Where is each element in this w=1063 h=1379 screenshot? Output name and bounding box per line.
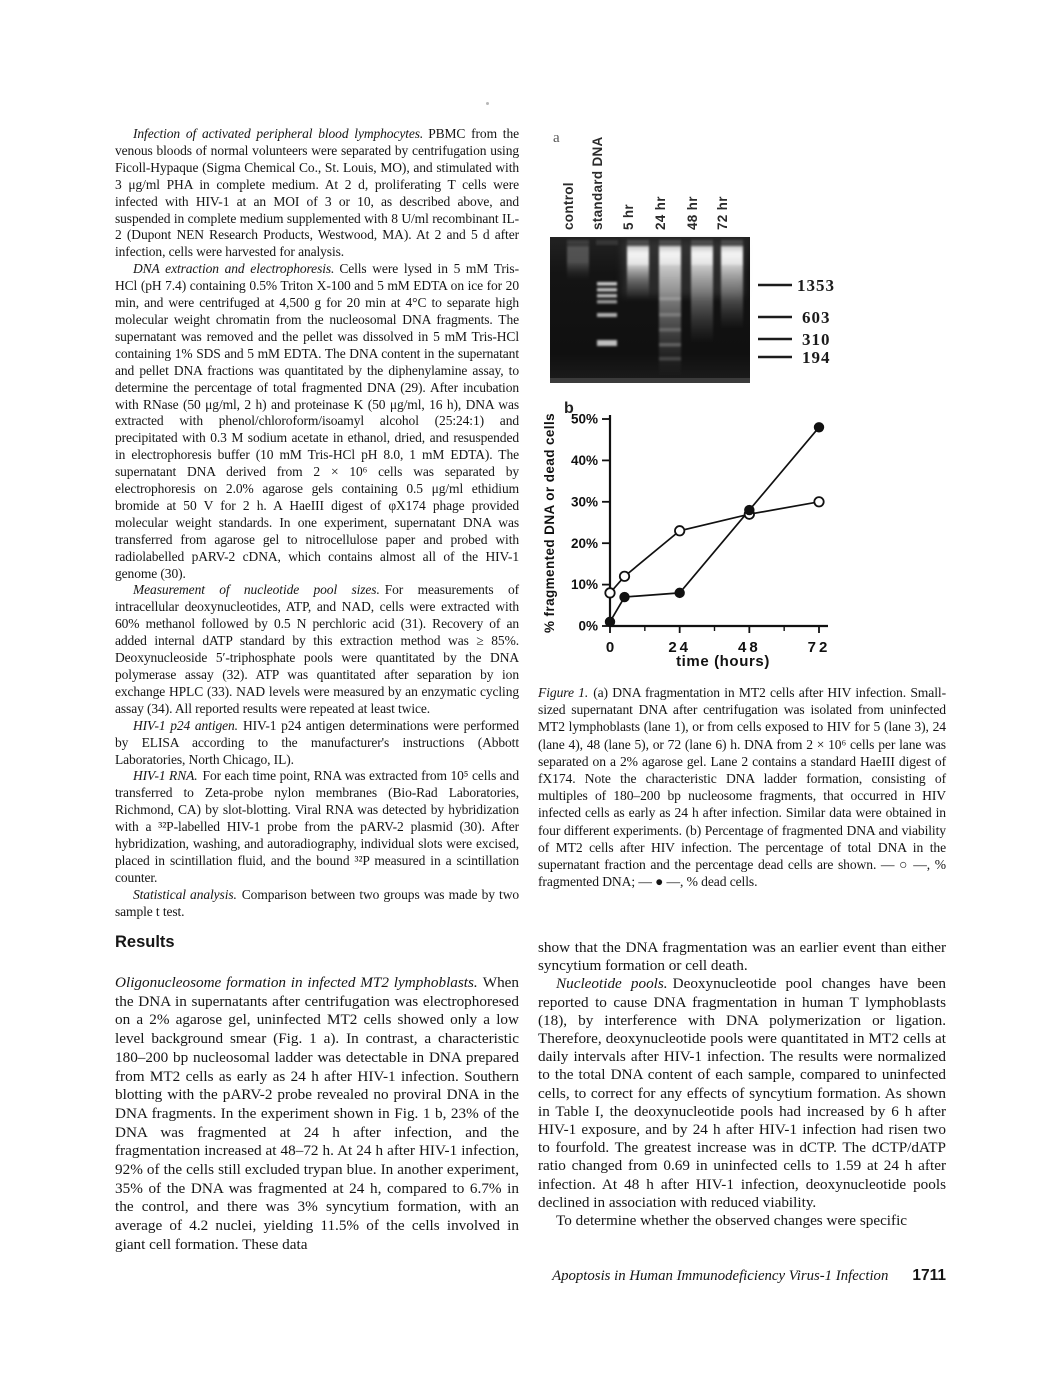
right-column-text bbox=[538, 939, 946, 1230]
paragraph-text: Comparison between two groups was made by two sample t test. bbox=[115, 886, 519, 919]
data-point-dead-cells bbox=[675, 588, 684, 597]
paragraph-text: To determine whether the observed changes were specific bbox=[556, 1212, 908, 1230]
panel-a-label: a bbox=[553, 130, 560, 146]
y-tick-label: 40% bbox=[570, 453, 598, 468]
body-paragraph bbox=[538, 1212, 946, 1230]
data-point-fragmented-dna bbox=[814, 497, 823, 506]
gel-lane-72hr-bands bbox=[721, 246, 743, 329]
page-footer bbox=[538, 1267, 946, 1285]
paragraph-text: Deoxynucleotide pool changes have been reported to cause DNA fragmentation in human T lymphoblasts (18), by interference with DNA polymerization or ligation. Therefore, deoxynucleotide pools were quantitated in MT2 cells at daily intervals after HIV-1 infection. The results were normalized to the total DNA content of each sample, compared to uninfected cells, to correct for any effects of syncytium formation. As shown in Table I, the deoxynucleotide pools had increased by 6 h after HIV-1 exposure, and by 24 h after HIV-1 infection had risen two to fourfold. The greatest increase was in dCTP. The dCTP/dATP ratio changed from 0.69 in uninfected cells to 1.59 at 24 h after infection. At 48 h after HIV-1 infection, deoxynucleotide pools declined in association with reduced viability. bbox=[538, 975, 946, 1211]
running-title: Apoptosis in Human Immunodeficiency Virus-1 Infection bbox=[552, 1268, 889, 1284]
methods-paragraph bbox=[115, 768, 519, 886]
gel-lane-label-control: control bbox=[561, 182, 576, 230]
left-column-results bbox=[115, 974, 519, 1255]
paragraph-lead: Oligonucleosome formation in infected MT2 lymphoblasts. bbox=[115, 974, 478, 991]
body-paragraph bbox=[538, 939, 946, 975]
figure-caption-text: (a) DNA fragmentation in MT2 cells after HIV infection. Small-sized supernatant DNA after centrifugation was isolated from uninfected MT2 lymphoblasts (lane 1), or from cells exposed to HIV for 5 (lane 3), 24 (lane 4), 48 (lane 5), or 72 (lane 6) h. DNA from 2 × 10⁶ cells per lane was separated on a 2% agarose gel. Lane 2 contains a standard HaeIII digest of fX174. Note the characteristic DNA ladder formation, consisting of multiples of 180–200 bp nucleosome fragments, that occurred in HIV infected cells as early as 24 h after infection. Similar data were obtained in four different experiments. (b) Percentage of fragmented DNA and viability of MT2 cells after HIV infection. The percentage of total DNA in the supernatant fraction and the percentage dead cells are shown. — ○ —, % fragmented DNA; — ● —, % dead cells. bbox=[538, 685, 946, 890]
paragraph-text: HIV-1 p24 antigen determinations were performed by ELISA according to the manufacturer's instructions (Abbott Laboratories, North Chicago, IL). bbox=[115, 717, 520, 767]
gel-lane-control-bands bbox=[567, 246, 589, 280]
data-point-dead-cells bbox=[745, 505, 754, 514]
figure-caption bbox=[538, 684, 946, 890]
results-paragraph bbox=[115, 974, 519, 1255]
gel-lane-label-48hr: 48 hr bbox=[685, 196, 700, 230]
paragraph-lead: Measurement of nucleotide pool sizes. bbox=[133, 582, 380, 598]
body-paragraph bbox=[538, 975, 946, 1212]
data-point-dead-cells bbox=[620, 592, 629, 601]
paragraph-lead: Nucleotide pools. bbox=[556, 975, 668, 993]
data-point-fragmented-dna bbox=[620, 572, 629, 581]
panel-b-label: b bbox=[564, 400, 574, 417]
left-column-methods bbox=[115, 126, 519, 921]
gel-photo bbox=[550, 237, 750, 383]
page-number: 1711 bbox=[912, 1267, 946, 1284]
data-point-fragmented-dna bbox=[605, 588, 614, 597]
y-tick-label: 10% bbox=[570, 577, 598, 593]
methods-paragraph bbox=[115, 126, 519, 261]
methods-paragraph bbox=[115, 261, 519, 582]
series-line-fragmented-dna bbox=[610, 502, 819, 593]
paragraph-text: For measurements of intracellular deoxynucleotides, ATP, and NAD, cells were extracted with 60% methanol followed by 0.5 N perchloric acid (31). Recovery of an added internal dATP standard by this extraction method was ≥ 85%. Deoxynucleoside 5′-triphosphate pools were quantitated by the DNA polymerase assay (32). ATP was quantitated after separation by ion exchange HPLC (33). NAD levels were measured by an enzymatic cycling assay (34). All reported results were repeated at least twice. bbox=[115, 582, 519, 716]
figure-1a-gel-panel bbox=[540, 120, 960, 392]
figure-1b-line-chart bbox=[540, 393, 880, 689]
gel-lane-label-24hr: 24 hr bbox=[653, 196, 668, 230]
paragraph-lead: Statistical analysis. bbox=[133, 886, 237, 902]
data-point-fragmented-dna bbox=[675, 526, 684, 535]
scan-speck bbox=[486, 102, 489, 105]
marker-label-603: 603 bbox=[802, 308, 831, 327]
y-tick-label: 20% bbox=[570, 535, 598, 551]
x-tick-label: 72 bbox=[807, 639, 831, 656]
methods-paragraph bbox=[115, 887, 519, 921]
gel-lane-24hr-bands bbox=[659, 246, 681, 377]
x-tick-label: 48 bbox=[737, 639, 761, 656]
x-axis-title: time (hours) bbox=[676, 653, 770, 670]
y-tick-label: 0% bbox=[578, 618, 598, 634]
x-tick-label: 0 bbox=[605, 639, 615, 656]
results-heading: Results bbox=[115, 933, 175, 951]
data-point-dead-cells bbox=[814, 423, 823, 432]
marker-label-1353: 1353 bbox=[797, 276, 835, 295]
y-axis-title: % fragmented DNA or dead cells bbox=[542, 412, 557, 634]
marker-label-310: 310 bbox=[802, 330, 831, 349]
gel-lane-label-72hr: 72 hr bbox=[715, 196, 730, 230]
methods-paragraph bbox=[115, 582, 519, 717]
x-tick-label: 24 bbox=[668, 639, 692, 656]
paragraph-text: show that the DNA fragmentation was an earlier event than either syncytium formation or cell death. bbox=[538, 939, 946, 975]
y-tick-label: 30% bbox=[570, 494, 598, 510]
paragraph-lead: HIV-1 p24 antigen. bbox=[133, 717, 238, 733]
data-point-dead-cells bbox=[605, 617, 614, 626]
paragraph-lead: HIV-1 RNA. bbox=[133, 768, 198, 784]
gel-lane-48hr-bands bbox=[691, 246, 713, 343]
paragraph-text: Cells were lysed in 5 mM Tris-HCl (pH 7.4) containing 0.5% Triton X-100 and 5 mM EDTA on ice for 20 min, and were centrifuged at 4,500 g for 20 min at 4°C to separate high molecular weight chromatin from the nucleosomal DNA fragments. The supernatant was removed and the pellet was dissolved in 5 mM Tris-HCl containing 1% SDS and 5 mM EDTA. The DNA content in the supernatant and pellet DNA fractions was quantitated by the diphenylamine assay, to determine the percentage of total fragmented DNA (29). After incubation with RNase (50 μg/ml, 2 h) and proteinase K (50 μg/ml, 16 h), DNA was extracted with phenol/chloroform/isoamyl alcohol (25:24:1) and precipitated with 0.3 M sodium acetate in ethanol, dried, and resuspended in electrophoresis buffer (10 mM Tris-HCl pH 8.0, 1 mM EDTA). The supernatant DNA derived from 2 × 10⁶ cells was separated by electrophoresis on 2.0% agarose gels containing 0.5 μg/ml ethidium bromide at 50 V for 2 h. A HaeIII digest of φX174 phage provided molecular weight standards. In one experiment, supernatant DNA was transferred from agarose gel to nitrocellulose paper and probed with radiolabelled pARV-2 cDNA, which contains almost all of the HIV-1 genome (30). bbox=[115, 261, 519, 581]
paragraph-text: For each time point, RNA was extracted from 10⁵ cells and transferred to Zeta-probe nylon membranes (Bio-Rad Laboratories, Richmond, CA) by slot-blotting. Viral RNA was detected by hybridization with a ³²P-labelled HIV-1 probe from the pARV-2 plasmid (30). After hybridization, washing, and autoradiography, individual slots were excised, placed in scintillation fluid, and the bound ³²P measured in a scintillation counter. bbox=[115, 768, 519, 885]
series-line-dead-cells bbox=[610, 427, 819, 622]
paragraph-text: When the DNA in supernatants after centrifugation was electrophoresed on a 2% agarose gel, uninfected MT2 cells showed only a low level background smear (Fig. 1 a). In contrast, a characteristic 180–200 bp nucleosomal ladder was detectable in DNA prepared from MT2 cells as early as 24 h after HIV-1 infection. Southern blotting with the pARV-2 probe revealed no proviral DNA in the DNA fragments. In the experiment shown in Fig. 1 b, 23% of the DNA was fragmented at 24 h after infection, and the fragmentation increased at 48–72 h. At 24 h after HIV-1 infection, 92% of the cells still excluded trypan blue. In another experiment, 35% of the DNA was fragmented at 24 h, compared to 6.7% in the control, and there was 3% syncytium formation, with an average of 4.2 nuclei, yielding 11.5% of the cells involved in giant cell formation. These data bbox=[115, 974, 519, 1253]
paragraph-lead: DNA extraction and electrophoresis. bbox=[133, 261, 335, 277]
marker-label-194: 194 bbox=[802, 348, 831, 367]
y-tick-label: 50% bbox=[570, 411, 598, 427]
figure-caption-lead: Figure 1. bbox=[538, 685, 589, 700]
paragraph-lead: Infection of activated peripheral blood lymphocytes. bbox=[133, 126, 424, 141]
gel-lane-label-5hr: 5 hr bbox=[621, 204, 636, 230]
methods-paragraph bbox=[115, 718, 519, 769]
paragraph-text: PBMC from the venous bloods of normal volunteers were separated by centrifugation using Ficoll-Hypaque (Sigma Chemical Co., St. Louis, MO), and stimulated with 3 μg/ml PHA in complete medium. At 2 d, proliferating T cells were infected with HIV-1 at an MOI of 3 or 10, as described above, and suspended in complete medium supplemented with 8 U/ml recombinant IL-2 (Dupont NEN Research Products, Westwood, MA). At 2 and 5 d after infection, cells were harvested for analysis. bbox=[115, 126, 519, 260]
gel-lane-5hr-bands bbox=[627, 246, 649, 299]
gel-lane-label-standard-dna: standard DNA bbox=[590, 136, 605, 230]
